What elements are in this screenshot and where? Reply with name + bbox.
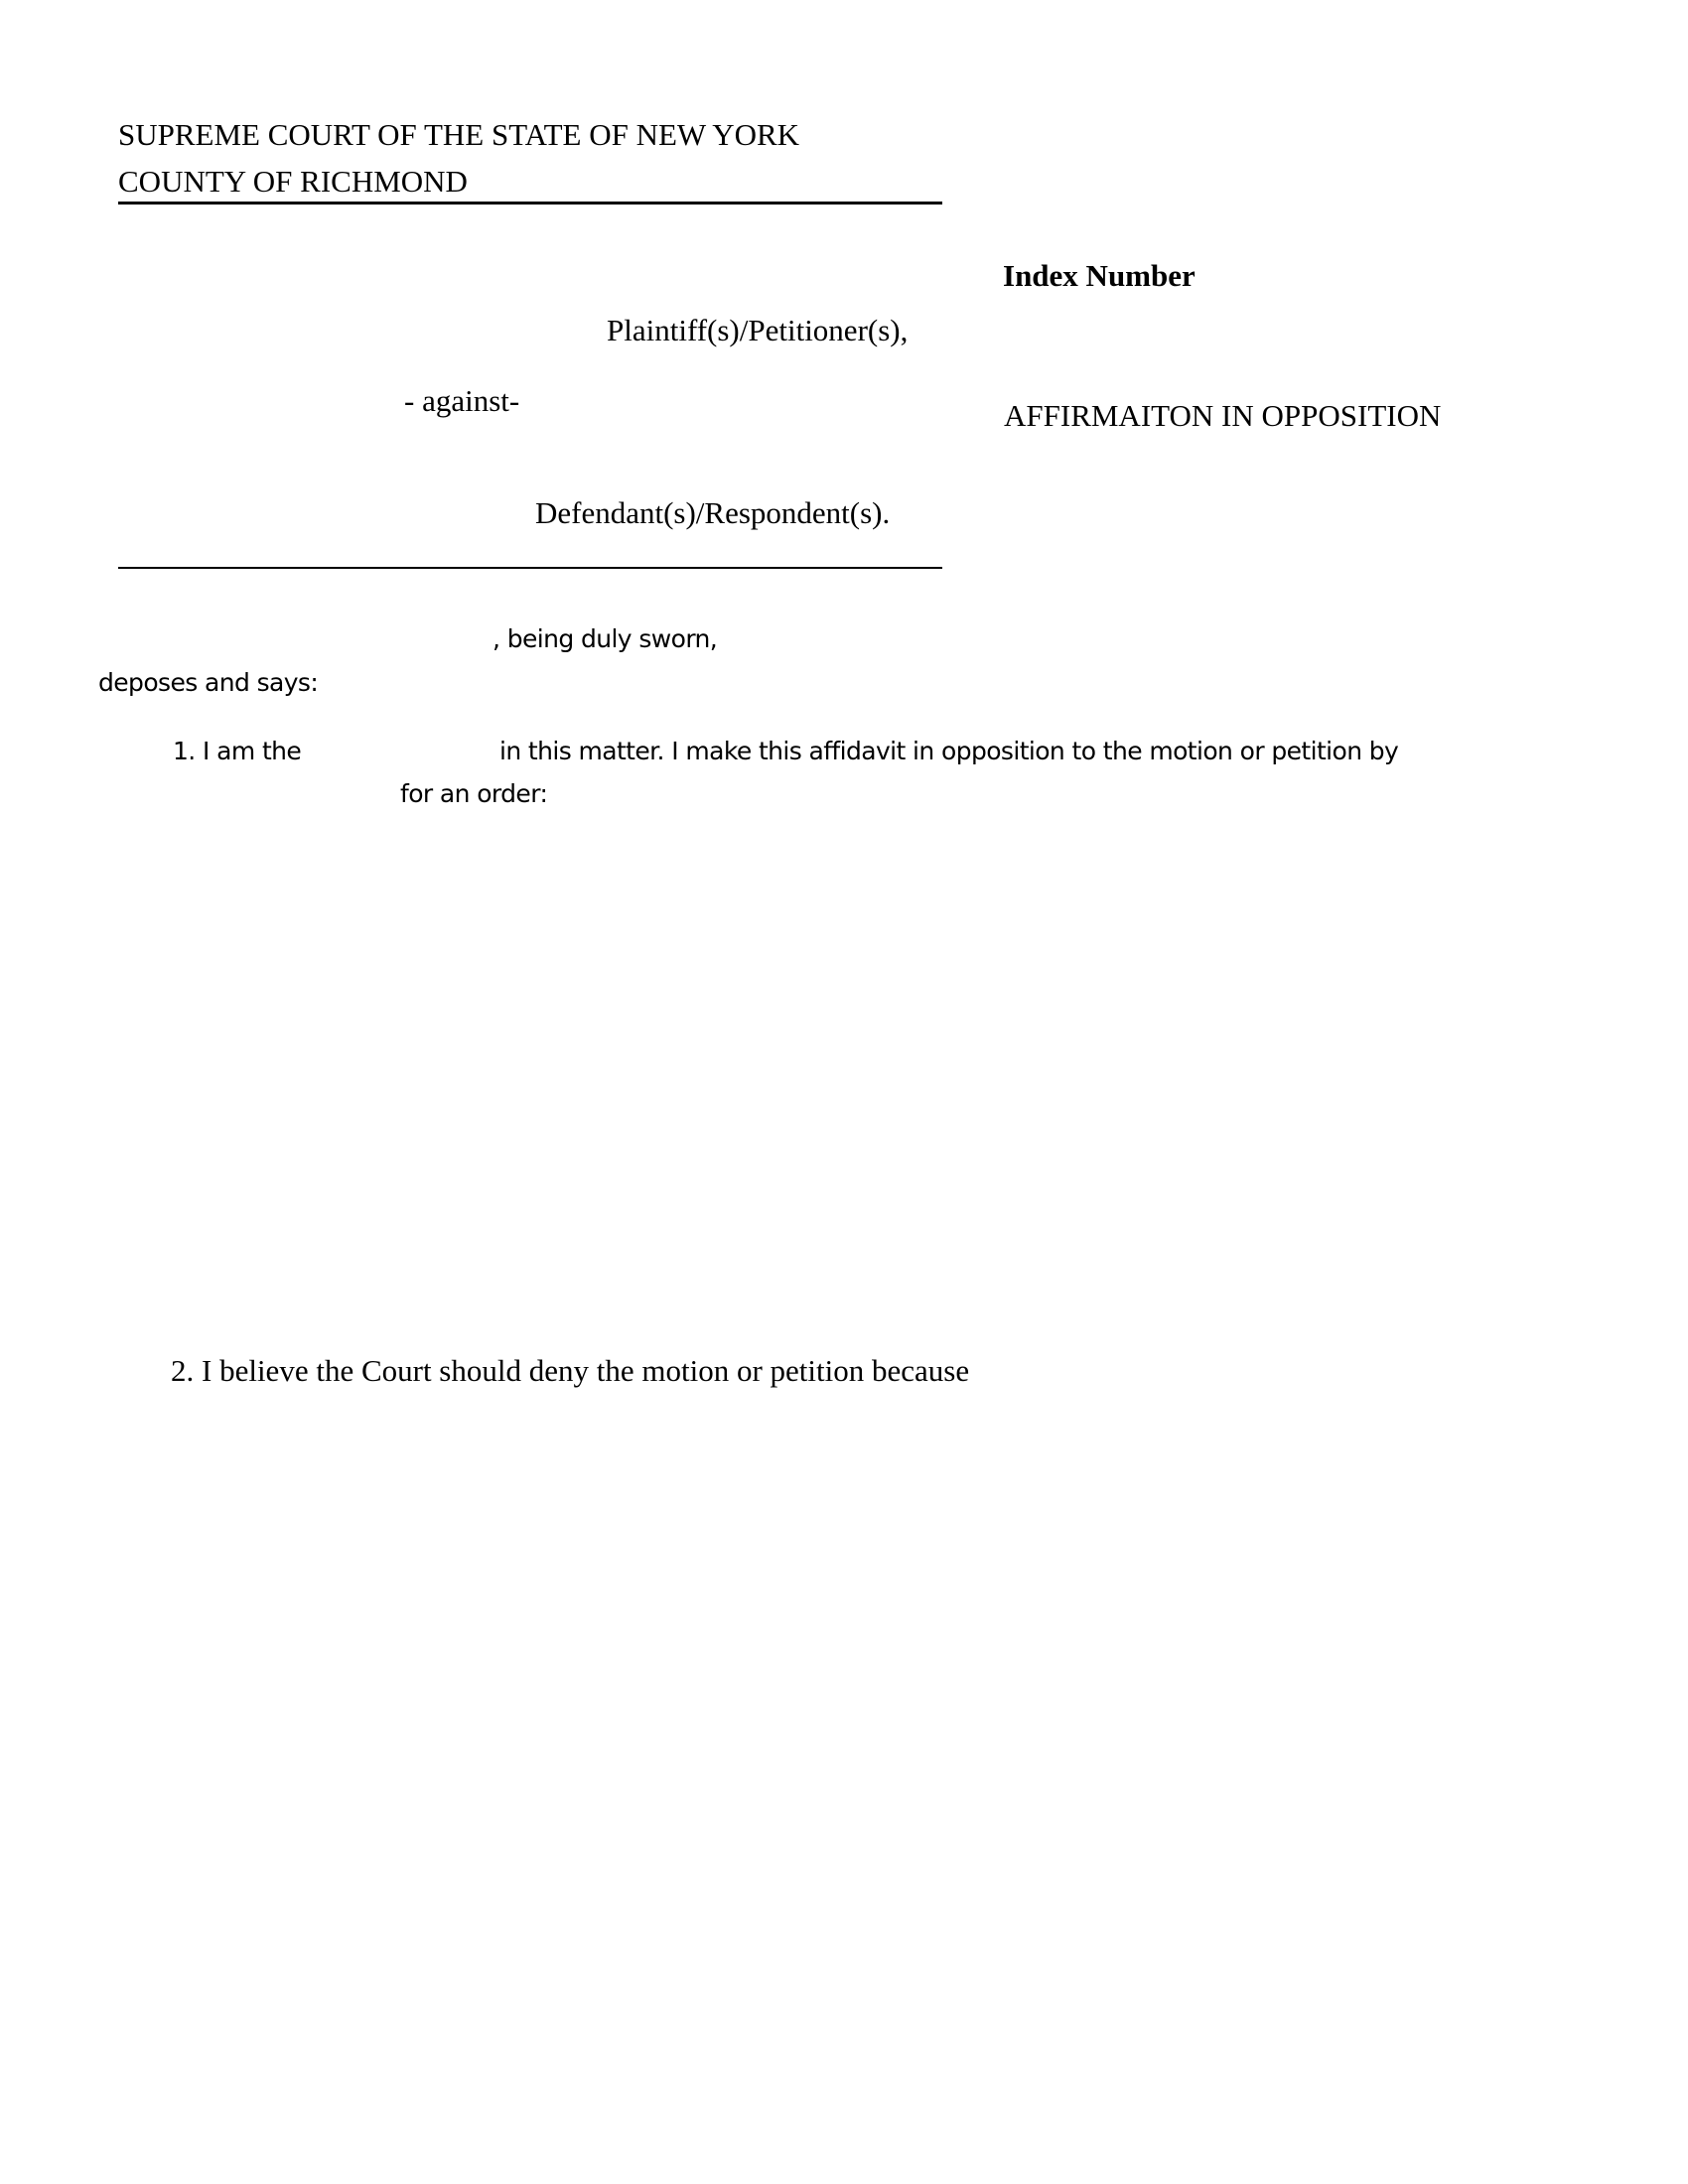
defendant-label: Defendant(s)/Respondent(s).	[535, 495, 891, 530]
caption-top-rule	[118, 202, 942, 205]
sworn-text: , being duly sworn,	[492, 624, 718, 653]
court-name: SUPREME COURT OF THE STATE OF NEW YORK	[118, 117, 800, 152]
paragraph-1-rest: in this matter. I make this affidavit in opposition to the motion or petition by	[499, 737, 1399, 765]
county-name: COUNTY OF RICHMOND	[118, 164, 468, 199]
deposes-text: deposes and says:	[98, 668, 319, 697]
document-title: AFFIRMAITON IN OPPOSITION	[1004, 398, 1442, 433]
paragraph-2: 2. I believe the Court should deny the motion or petition because	[171, 1353, 970, 1388]
plaintiff-label: Plaintiff(s)/Petitioner(s),	[607, 313, 909, 347]
paragraph-1-start: 1. I am the	[173, 737, 302, 765]
paragraph-1-line2: for an order:	[400, 779, 548, 808]
caption-bottom-rule	[118, 567, 942, 569]
index-number-label: Index Number	[1003, 258, 1196, 293]
against-label: - against-	[404, 383, 520, 418]
